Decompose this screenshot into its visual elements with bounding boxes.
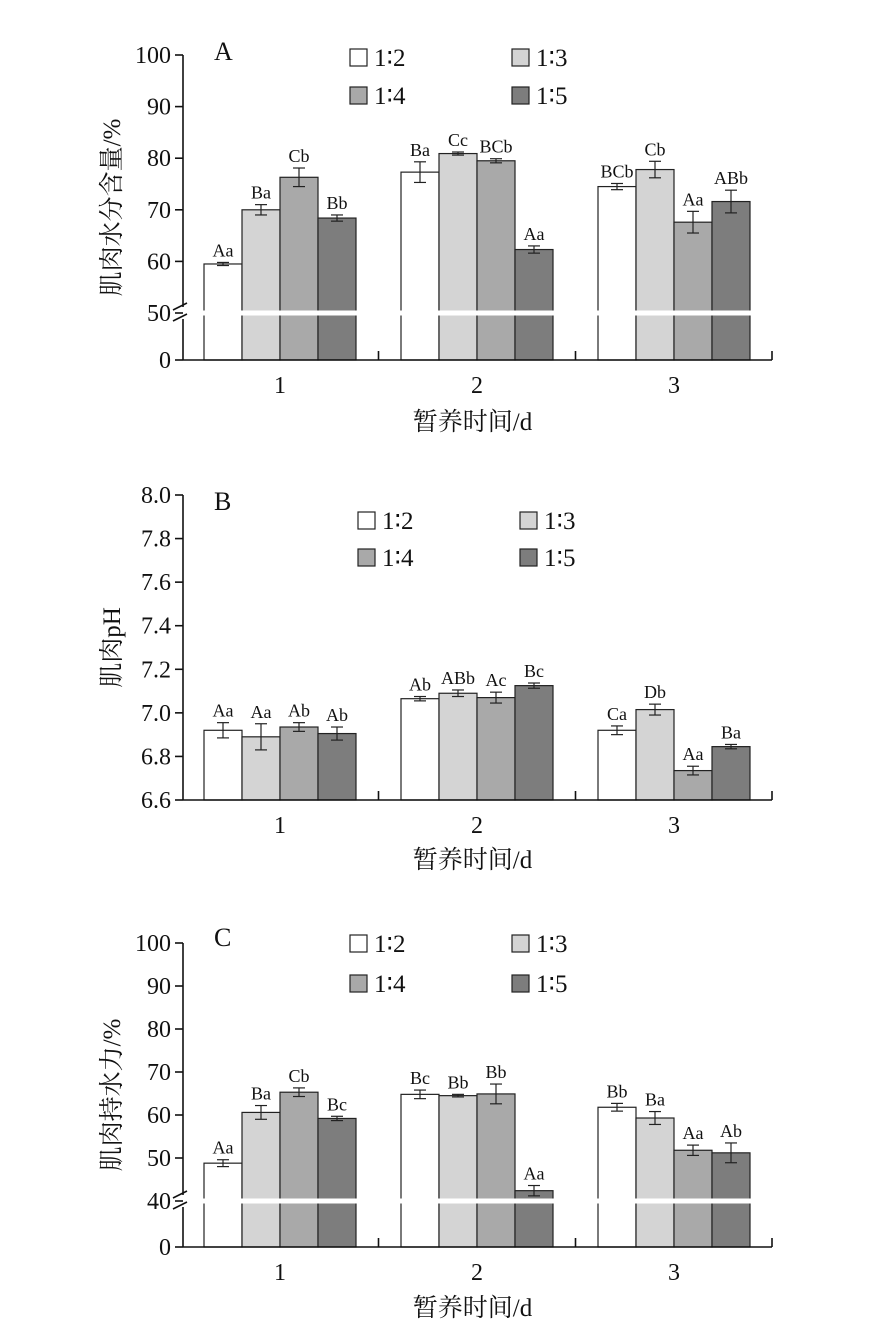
significance-label: Ac — [485, 670, 507, 691]
x-tick-label: 3 — [668, 1260, 680, 1286]
bar — [242, 1112, 280, 1247]
x-tick-label: 2 — [471, 813, 483, 839]
x-tick-label: 1 — [274, 1260, 286, 1286]
y-axis-title: 肌肉pH — [99, 607, 126, 688]
legend-swatch — [350, 49, 367, 66]
x-tick-label: 2 — [471, 1260, 483, 1286]
y-tick-label: 60 — [147, 1103, 171, 1129]
legend-label: 1∶2 — [382, 508, 414, 535]
legend-label: 1∶5 — [536, 83, 568, 110]
chart-panel-c — [98, 923, 772, 1322]
legend-swatch — [520, 549, 537, 566]
x-tick-label: 3 — [668, 813, 680, 839]
bar — [318, 1118, 356, 1247]
legend-label: 1∶4 — [374, 971, 406, 998]
legend-swatch — [520, 512, 537, 529]
bar — [515, 250, 553, 360]
chart-panel-b — [98, 483, 772, 874]
bar — [204, 1163, 242, 1247]
axis-break-mark — [173, 1191, 187, 1198]
y-axis-title: 肌肉持水力/% — [99, 1018, 126, 1172]
y-tick-label: 7.2 — [141, 657, 171, 684]
legend-swatch — [358, 549, 375, 566]
legend-label: 1∶4 — [382, 545, 414, 572]
significance-label: BCb — [479, 136, 513, 157]
bar — [477, 1094, 515, 1247]
legend — [358, 508, 576, 572]
significance-label: Ba — [645, 1089, 665, 1110]
bar — [636, 170, 674, 360]
x-tick-label: 1 — [274, 813, 286, 839]
significance-label: Ab — [326, 705, 348, 726]
bar — [598, 730, 636, 800]
x-tick-label: 3 — [668, 373, 680, 399]
x-tick-label: 1 — [274, 373, 286, 399]
y-tick-label: 50 — [147, 1146, 171, 1172]
legend-swatch — [512, 975, 529, 992]
bar — [439, 1096, 477, 1247]
legend-label: 1∶3 — [536, 45, 568, 72]
significance-label: Aa — [250, 701, 272, 722]
significance-label: Db — [644, 682, 666, 703]
significance-label: Bb — [326, 192, 348, 213]
y-tick-label: 7.8 — [141, 526, 171, 553]
significance-label: Cb — [288, 146, 310, 167]
bar — [477, 161, 515, 360]
bar — [477, 698, 515, 800]
significance-label: Ba — [721, 722, 741, 743]
significance-label: ABb — [713, 168, 749, 189]
bar — [401, 1094, 439, 1247]
y-tick-label: 60 — [147, 249, 171, 276]
y-tick-label: 6.8 — [141, 744, 171, 771]
significance-label: ABb — [440, 667, 476, 688]
x-axis-title: 暂养时间/d — [412, 409, 533, 436]
bar — [598, 187, 636, 360]
bar — [674, 222, 712, 360]
panel-letter: A — [214, 37, 233, 66]
significance-label: Ab — [720, 1120, 742, 1141]
significance-label: Aa — [682, 189, 704, 210]
significance-label: Ca — [607, 703, 627, 724]
axis-break-band — [175, 1199, 772, 1204]
y-tick-label: 7.4 — [141, 613, 171, 640]
y-tick-label: 0 — [159, 348, 171, 374]
x-axis-title: 暂养时间/d — [412, 847, 533, 874]
significance-label: Bc — [327, 1094, 347, 1115]
significance-label: Ab — [409, 674, 431, 695]
legend-swatch — [512, 935, 529, 952]
significance-label: Ba — [410, 139, 430, 160]
y-tick-label: 0 — [159, 1235, 171, 1261]
significance-label: Bb — [606, 1081, 628, 1102]
legend-swatch — [350, 935, 367, 952]
y-tick-label: 7.6 — [141, 570, 171, 597]
significance-label: Aa — [682, 744, 704, 765]
legend — [350, 45, 568, 110]
significance-label: Aa — [523, 223, 545, 244]
bar — [712, 202, 750, 360]
bar — [636, 1118, 674, 1247]
bar — [242, 210, 280, 360]
bar — [204, 730, 242, 800]
legend-label: 1∶2 — [374, 931, 406, 958]
y-tick-label: 100 — [135, 43, 171, 69]
significance-label: Bb — [485, 1062, 507, 1083]
x-axis-title: 暂养时间/d — [412, 1295, 533, 1322]
axis-break-mark — [173, 303, 187, 310]
y-tick-label: 50 — [147, 301, 171, 327]
y-tick-label: 90 — [147, 974, 171, 1000]
bar — [636, 710, 674, 800]
significance-label: Aa — [682, 1123, 704, 1144]
significance-label: Bc — [524, 661, 544, 682]
bar — [598, 1107, 636, 1247]
bar — [318, 734, 356, 800]
legend-swatch — [512, 49, 529, 66]
legend-label: 1∶5 — [544, 545, 576, 572]
legend-label: 1∶4 — [374, 83, 406, 110]
significance-label: Bb — [447, 1072, 469, 1093]
bar — [401, 699, 439, 800]
legend-swatch — [350, 975, 367, 992]
bar — [439, 154, 477, 360]
bar — [515, 686, 553, 800]
significance-label: Aa — [212, 1137, 234, 1158]
bar — [280, 1092, 318, 1247]
axis-break-band — [175, 311, 772, 316]
significance-label: Bc — [410, 1068, 430, 1089]
y-tick-label: 70 — [147, 197, 171, 224]
bar — [712, 747, 750, 800]
legend-label: 1∶5 — [536, 971, 568, 998]
y-tick-label: 6.6 — [141, 788, 171, 814]
x-tick-label: 2 — [471, 373, 483, 399]
legend-swatch — [350, 87, 367, 104]
bar — [439, 693, 477, 800]
legend-label: 1∶3 — [544, 508, 576, 535]
significance-label: Aa — [523, 1163, 545, 1184]
significance-label: Aa — [212, 700, 234, 721]
chart-panel-a — [98, 37, 772, 436]
bar — [401, 172, 439, 360]
legend — [350, 931, 568, 998]
bar — [318, 218, 356, 360]
bar — [280, 177, 318, 360]
significance-label: BCb — [600, 161, 634, 182]
significance-label: Ba — [251, 182, 271, 203]
significance-label: Aa — [212, 240, 234, 261]
significance-label: Cb — [288, 1065, 310, 1086]
y-tick-label: 7.0 — [141, 700, 171, 727]
significance-label: Ba — [251, 1083, 271, 1104]
y-tick-label: 40 — [147, 1189, 171, 1215]
significance-label: Cc — [448, 130, 468, 151]
y-tick-label: 100 — [135, 931, 171, 957]
y-axis-title: 肌肉水分含量/% — [99, 118, 126, 297]
legend-swatch — [512, 87, 529, 104]
y-tick-label: 80 — [147, 1017, 171, 1043]
legend-label: 1∶3 — [536, 931, 568, 958]
bar — [280, 727, 318, 800]
y-tick-label: 80 — [147, 146, 171, 173]
y-tick-label: 70 — [147, 1060, 171, 1086]
legend-swatch — [358, 512, 375, 529]
panel-letter: C — [214, 923, 232, 952]
legend-label: 1∶2 — [374, 45, 406, 72]
y-tick-label: 8.0 — [141, 483, 171, 509]
y-tick-label: 90 — [147, 94, 171, 121]
panel-letter: B — [214, 487, 232, 516]
significance-label: Cb — [644, 139, 666, 160]
significance-label: Ab — [288, 700, 310, 721]
